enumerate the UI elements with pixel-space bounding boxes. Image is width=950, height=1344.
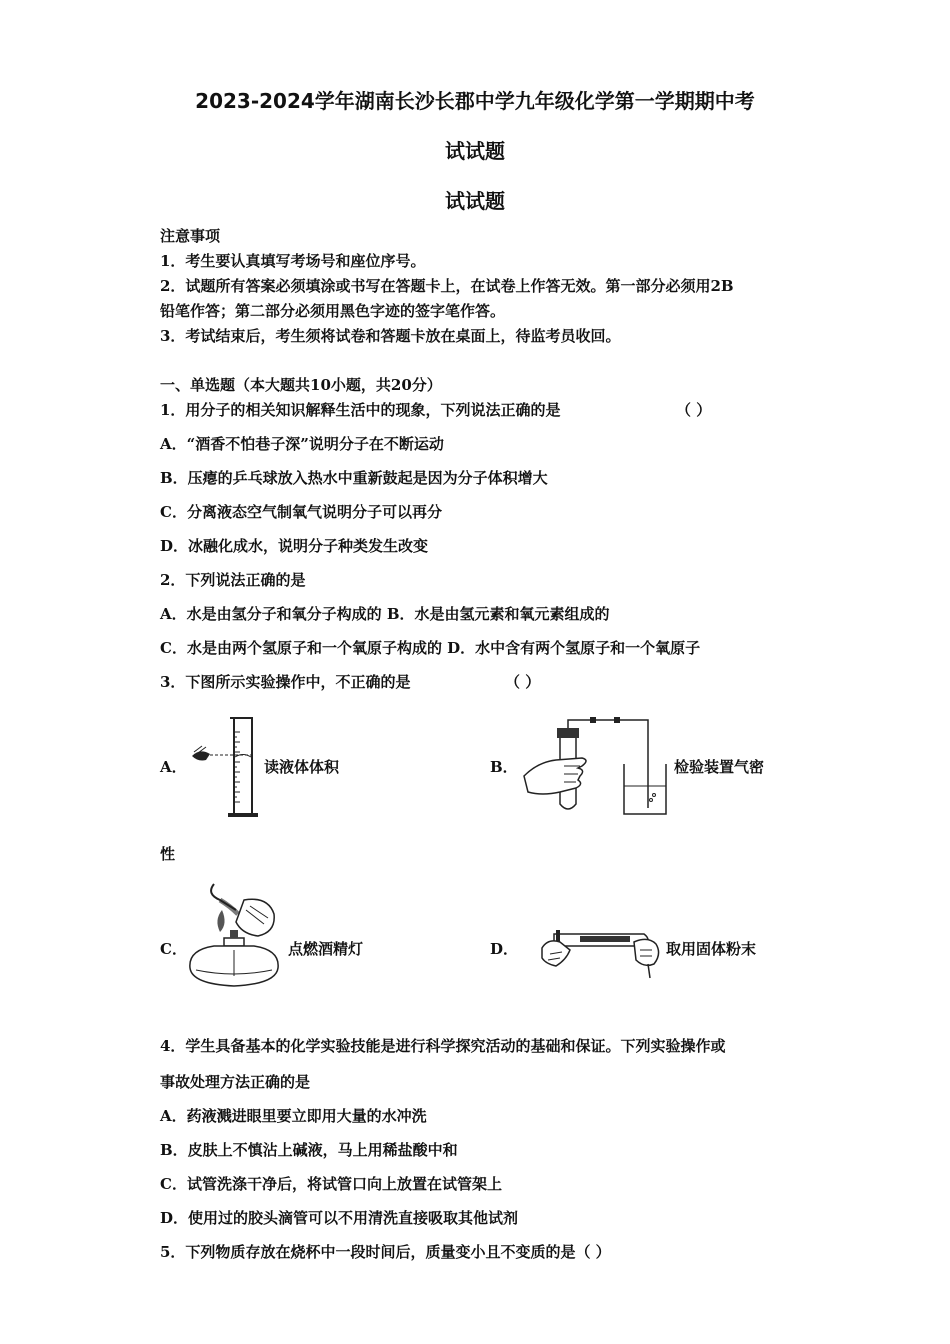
question-2-options-ab: A．水是由氢分子和氧分子构成的 B．水是由氢元素和氧元素组成的 (160, 605, 610, 623)
question-4-stem: 4．学生具备基本的化学实验技能是进行科学探究活动的基础和保证。下列实验操作或 (160, 1037, 726, 1055)
graduated-cylinder-figure (188, 712, 258, 822)
question-4-option-c: C．试管洗涤干净后，将试管口向上放置在试管架上 (160, 1175, 502, 1193)
question-3-option-a-text: 读液体体积 (264, 758, 340, 776)
question-4-option-b: B．皮肤上不慎沾上碱液，马上用稀盐酸中和 (160, 1141, 458, 1159)
question-3-option-b-text-cont: 性 (160, 845, 176, 863)
page-subtitle: 试试题 (445, 139, 505, 163)
question-4-option-a: A．药液溅进眼里要立即用大量的水冲洗 (160, 1107, 427, 1125)
question-4-stem-cont: 事故处理方法正确的是 (160, 1073, 311, 1091)
notice-item: 铅笔作答；第二部分必须用黑色字迹的签字笔作答。 (160, 302, 506, 320)
question-2-stem: 2．下列说法正确的是 (160, 571, 306, 589)
page-title: 2023-2024学年湖南长沙长郡中学九年级化学第一学期期中考 (195, 89, 755, 113)
notice-item: 3．考试结束后，考生须将试卷和答题卡放在桌面上，待监考员收回。 (160, 327, 621, 345)
question-1-answer-paren: （ ） (676, 401, 712, 419)
notice-item: 1．考生要认真填写考场号和座位序号。 (160, 252, 426, 270)
question-1-option-a: A．“酒香不怕巷子深”说明分子在不断运动 (160, 435, 444, 453)
question-2-options-cd: C．水是由两个氢原子和一个氧原子构成的 D．水中含有两个氢原子和一个氧原子 (160, 639, 701, 657)
section-heading: 一、单选题（本大题共10小题，共20分） (160, 376, 442, 394)
question-1-option-b: B．压瘪的乒乓球放入热水中重新鼓起是因为分子体积增大 (160, 469, 548, 487)
question-5-stem: 5．下列物质存放在烧杯中一段时间后，质量变小且不变质的是（ ） (160, 1243, 611, 1261)
question-3-option-b-label: B． (490, 758, 518, 776)
airtightness-test-figure (520, 708, 670, 820)
question-3-answer-paren: （ ） (505, 673, 541, 691)
question-3-option-c-label: C． (160, 940, 187, 958)
question-3-option-d-label: D． (490, 940, 519, 958)
question-4-option-d: D．使用过的胶头滴管可以不用清洗直接吸取其他试剂 (160, 1209, 519, 1227)
question-3-option-d-text: 取用固体粉末 (666, 940, 757, 958)
question-3-option-a-label: A． (160, 758, 187, 776)
question-3-option-c-text: 点燃酒精灯 (288, 940, 364, 958)
notice-item: 2．试题所有答案必须填涂或书写在答题卡上，在试卷上作答无效。第一部分必须用2B (160, 277, 734, 295)
question-1-option-d: D．冰融化成水，说明分子种类发生改变 (160, 537, 429, 555)
question-3-stem: 3．下图所示实验操作中，不正确的是 (160, 673, 411, 691)
question-3-option-b-text: 检验装置气密 (674, 758, 765, 776)
notice-heading: 注意事项 (160, 227, 221, 245)
question-1-option-c: C．分离液态空气制氧气说明分子可以再分 (160, 503, 442, 521)
question-1-stem: 1．用分子的相关知识解释生活中的现象，下列说法正确的是 (160, 401, 561, 419)
alcohol-lamp-figure (184, 880, 284, 994)
powder-test-tube-figure (540, 920, 662, 980)
page-subtitle-repeat: 试试题 (445, 189, 505, 213)
